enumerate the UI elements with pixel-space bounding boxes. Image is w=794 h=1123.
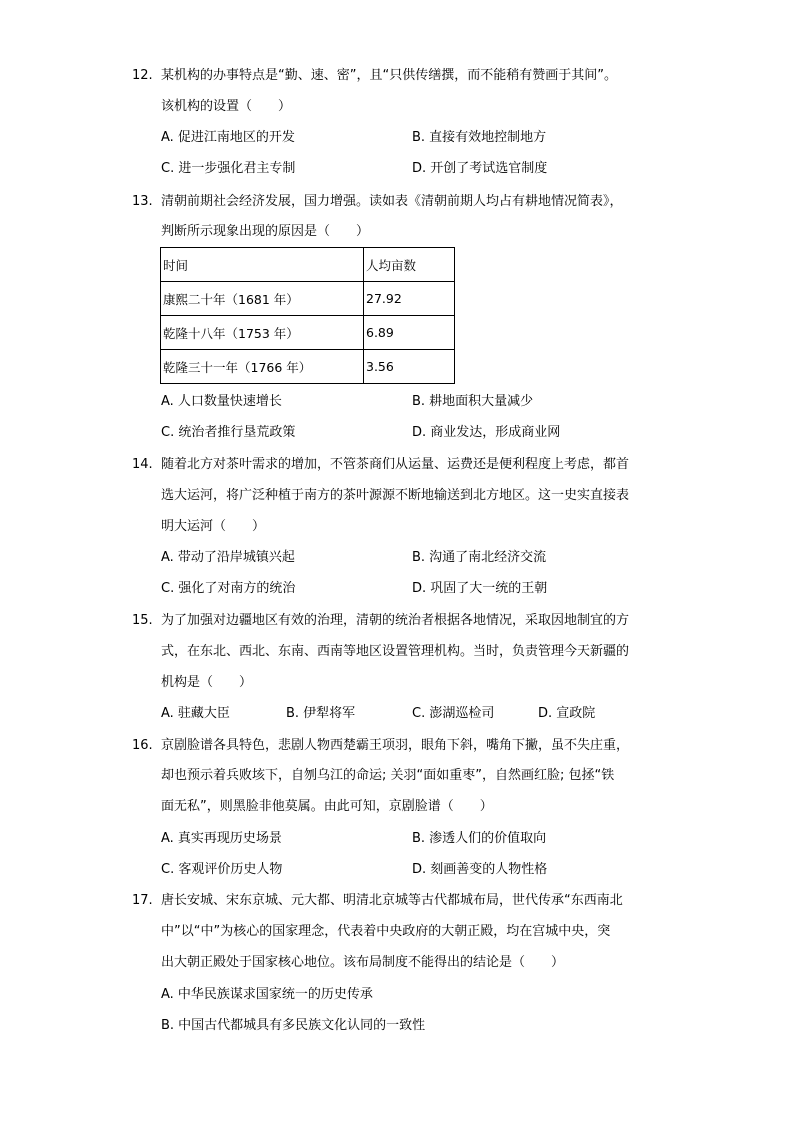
option-c: C. 强化了对南方的统治 — [161, 581, 296, 596]
option-d: D. 商业发达，形成商业网 — [412, 425, 561, 440]
question-number: 12. — [132, 68, 153, 83]
question-stem-line: 明大运河（ ） — [161, 519, 266, 534]
option-b: B. 直接有效地控制地方 — [412, 130, 547, 145]
table-cell: 3.56 — [364, 350, 455, 384]
question-number: 16. — [132, 738, 153, 753]
table-cell: 27.92 — [364, 282, 455, 316]
option-a: A. 促进江南地区的开发 — [161, 130, 295, 145]
option-a: A. 中华民族谋求国家统一的历史传承 — [161, 987, 373, 1002]
question-stem-line: 某机构的办事特点是“勤、速、密”，且“只供传缮撰，而不能稍有赞画于其间”。 — [161, 68, 617, 83]
table-header-row — [161, 248, 455, 282]
question-stem-line: 该机构的设置（ ） — [161, 99, 292, 114]
question-stem-line: 却也预示着兵败垓下，自刎乌江的命运; 关羽“面如重枣”，自然画红脸; 包拯“铁 — [161, 768, 615, 783]
question-stem-line: 判断所示现象出现的原因是（ ） — [161, 224, 370, 239]
question-stem-line: 出大朝正殿处于国家核心地位。该布局制度不能得出的结论是（ ） — [161, 955, 565, 970]
question-stem-line: 面无私”，则黑脸非他莫属。由此可知，京剧脸谱（ ） — [161, 799, 493, 814]
table-cell: 6.89 — [364, 316, 455, 350]
option-b: B. 中国古代都城具有多民族文化认同的一致性 — [161, 1018, 426, 1033]
table-header-cell: 时间 — [161, 248, 364, 282]
option-a: A. 人口数量快速增长 — [161, 394, 282, 409]
question-number: 15. — [132, 613, 153, 628]
question-stem-line: 为了加强对边疆地区有效的治理，清朝的统治者根据各地情况，采取因地制宜的方 — [161, 613, 630, 628]
farmland-table — [160, 247, 455, 384]
question-stem-line: 式，在东北、西北、东南、西南等地区设置管理机构。当时，负责管理今天新疆的 — [161, 644, 630, 659]
table-row — [161, 350, 455, 384]
option-c: C. 澎湖巡检司 — [412, 706, 495, 721]
table-header-cell: 人均亩数 — [364, 248, 455, 282]
question-number: 14. — [132, 457, 153, 472]
option-d: D. 巩固了大一统的王朝 — [412, 581, 548, 596]
question-stem-line: 清朝前期社会经济发展，国力增强。读如表《清朝前期人均占有耕地情况简表》， — [161, 194, 623, 209]
option-b: B. 耕地面积大量减少 — [412, 394, 534, 409]
option-a: A. 真实再现历史场景 — [161, 831, 282, 846]
option-b: B. 渗透人们的价值取向 — [412, 831, 547, 846]
option-a: A. 带动了沿岸城镇兴起 — [161, 550, 295, 565]
question-number: 13. — [132, 194, 153, 209]
question-stem-line: 中”以“中”为核心的国家理念，代表着中央政府的大朝正殿，均在宫城中央，突 — [161, 924, 611, 939]
option-d: D. 宣政院 — [538, 706, 596, 721]
question-stem-line: 京剧脸谱各具特色，悲剧人物西楚霸王项羽，眼角下斜，嘴角下撇，虽不失庄重， — [161, 738, 630, 753]
option-c: C. 统治者推行垦荒政策 — [161, 425, 296, 440]
question-stem-line: 机构是（ ） — [161, 675, 253, 690]
table-row — [161, 282, 455, 316]
table-cell: 乾隆三十一年（1766 年） — [161, 350, 364, 384]
table-row — [161, 316, 455, 350]
table-cell: 乾隆十八年（1753 年） — [161, 316, 364, 350]
question-number: 17. — [132, 893, 153, 908]
question-stem-line: 随着北方对茶叶需求的增加，不管茶商们从运量、运费还是便利程度上考虑，都首 — [161, 457, 630, 472]
table-cell: 康熙二十年（1681 年） — [161, 282, 364, 316]
question-stem-line: 选大运河，将广泛种植于南方的茶叶源源不断地输送到北方地区。这一史实直接表 — [161, 488, 630, 503]
option-b: B. 沟通了南北经济交流 — [412, 550, 547, 565]
question-stem-line: 唐长安城、宋东京城、元大都、明清北京城等古代都城布局，世代传承“东西南北 — [161, 893, 623, 908]
option-a: A. 驻藏大臣 — [161, 706, 230, 721]
option-d: D. 刻画善变的人物性格 — [412, 862, 548, 877]
option-d: D. 开创了考试选官制度 — [412, 161, 548, 176]
option-b: B. 伊犁将军 — [286, 706, 356, 721]
option-c: C. 进一步强化君主专制 — [161, 161, 296, 176]
option-c: C. 客观评价历史人物 — [161, 862, 283, 877]
